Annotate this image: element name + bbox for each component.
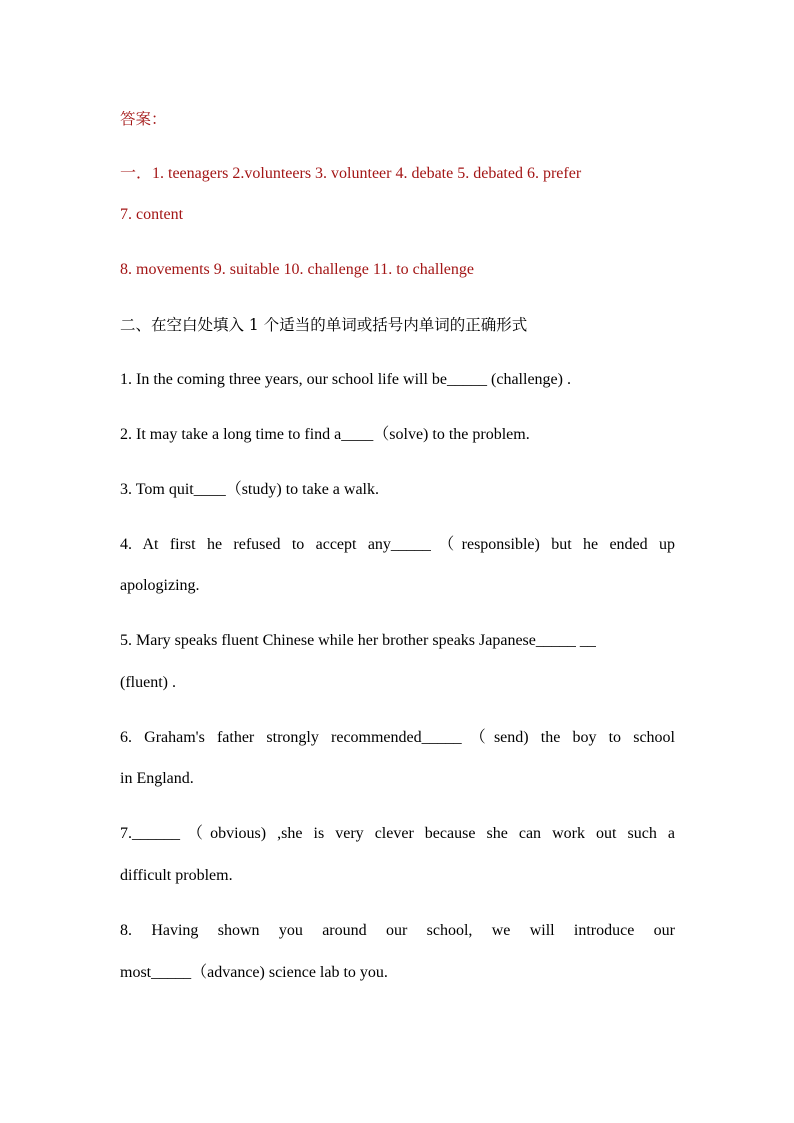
- question-8-line-2: most_____（advance) science lab to you.: [120, 964, 388, 981]
- answers-row-3: 8. movements 9. suitable 10. challenge 11. to challenge: [120, 261, 474, 278]
- question-4-line-1: 4. At first he refused to accept any_____（responsible) but he ended up: [120, 536, 675, 553]
- question-7-line-1: 7.______（obvious) ,she is very clever because she can work out such a: [120, 825, 675, 842]
- question-3: 3. Tom quit____（study) to take a walk.: [120, 481, 380, 498]
- question-2: 2. It may take a long time to find a____（solve) to the problem.: [120, 426, 530, 443]
- question-4-line-2: apologizing.: [120, 577, 200, 594]
- question-6-line-2: in England.: [120, 770, 194, 787]
- answers-label: 答案：: [120, 110, 167, 128]
- question-7-line-2: difficult problem.: [120, 867, 233, 884]
- section-2-heading: 二、在空白处填入 1 个适当的单词或括号内单词的正确形式: [120, 316, 528, 334]
- question-5-line-1: 5. Mary speaks fluent Chinese while her brother speaks Japanese_____ __: [120, 632, 596, 649]
- question-1: 1. In the coming three years, our school life will be_____ (challenge) .: [120, 371, 571, 388]
- answers-row-2: 7. content: [120, 206, 184, 223]
- answers-row-1: 一．1. teenagers 2.volunteers 3. volunteer 4. debate 5. debated 6. prefer: [120, 165, 582, 182]
- question-8-line-1: 8. Having shown you around our school, we will introduce our: [120, 922, 675, 939]
- question-6-line-1: 6. Graham's father strongly recommended_____（send) the boy to school: [120, 729, 675, 746]
- question-5-line-2: (fluent) .: [120, 674, 176, 691]
